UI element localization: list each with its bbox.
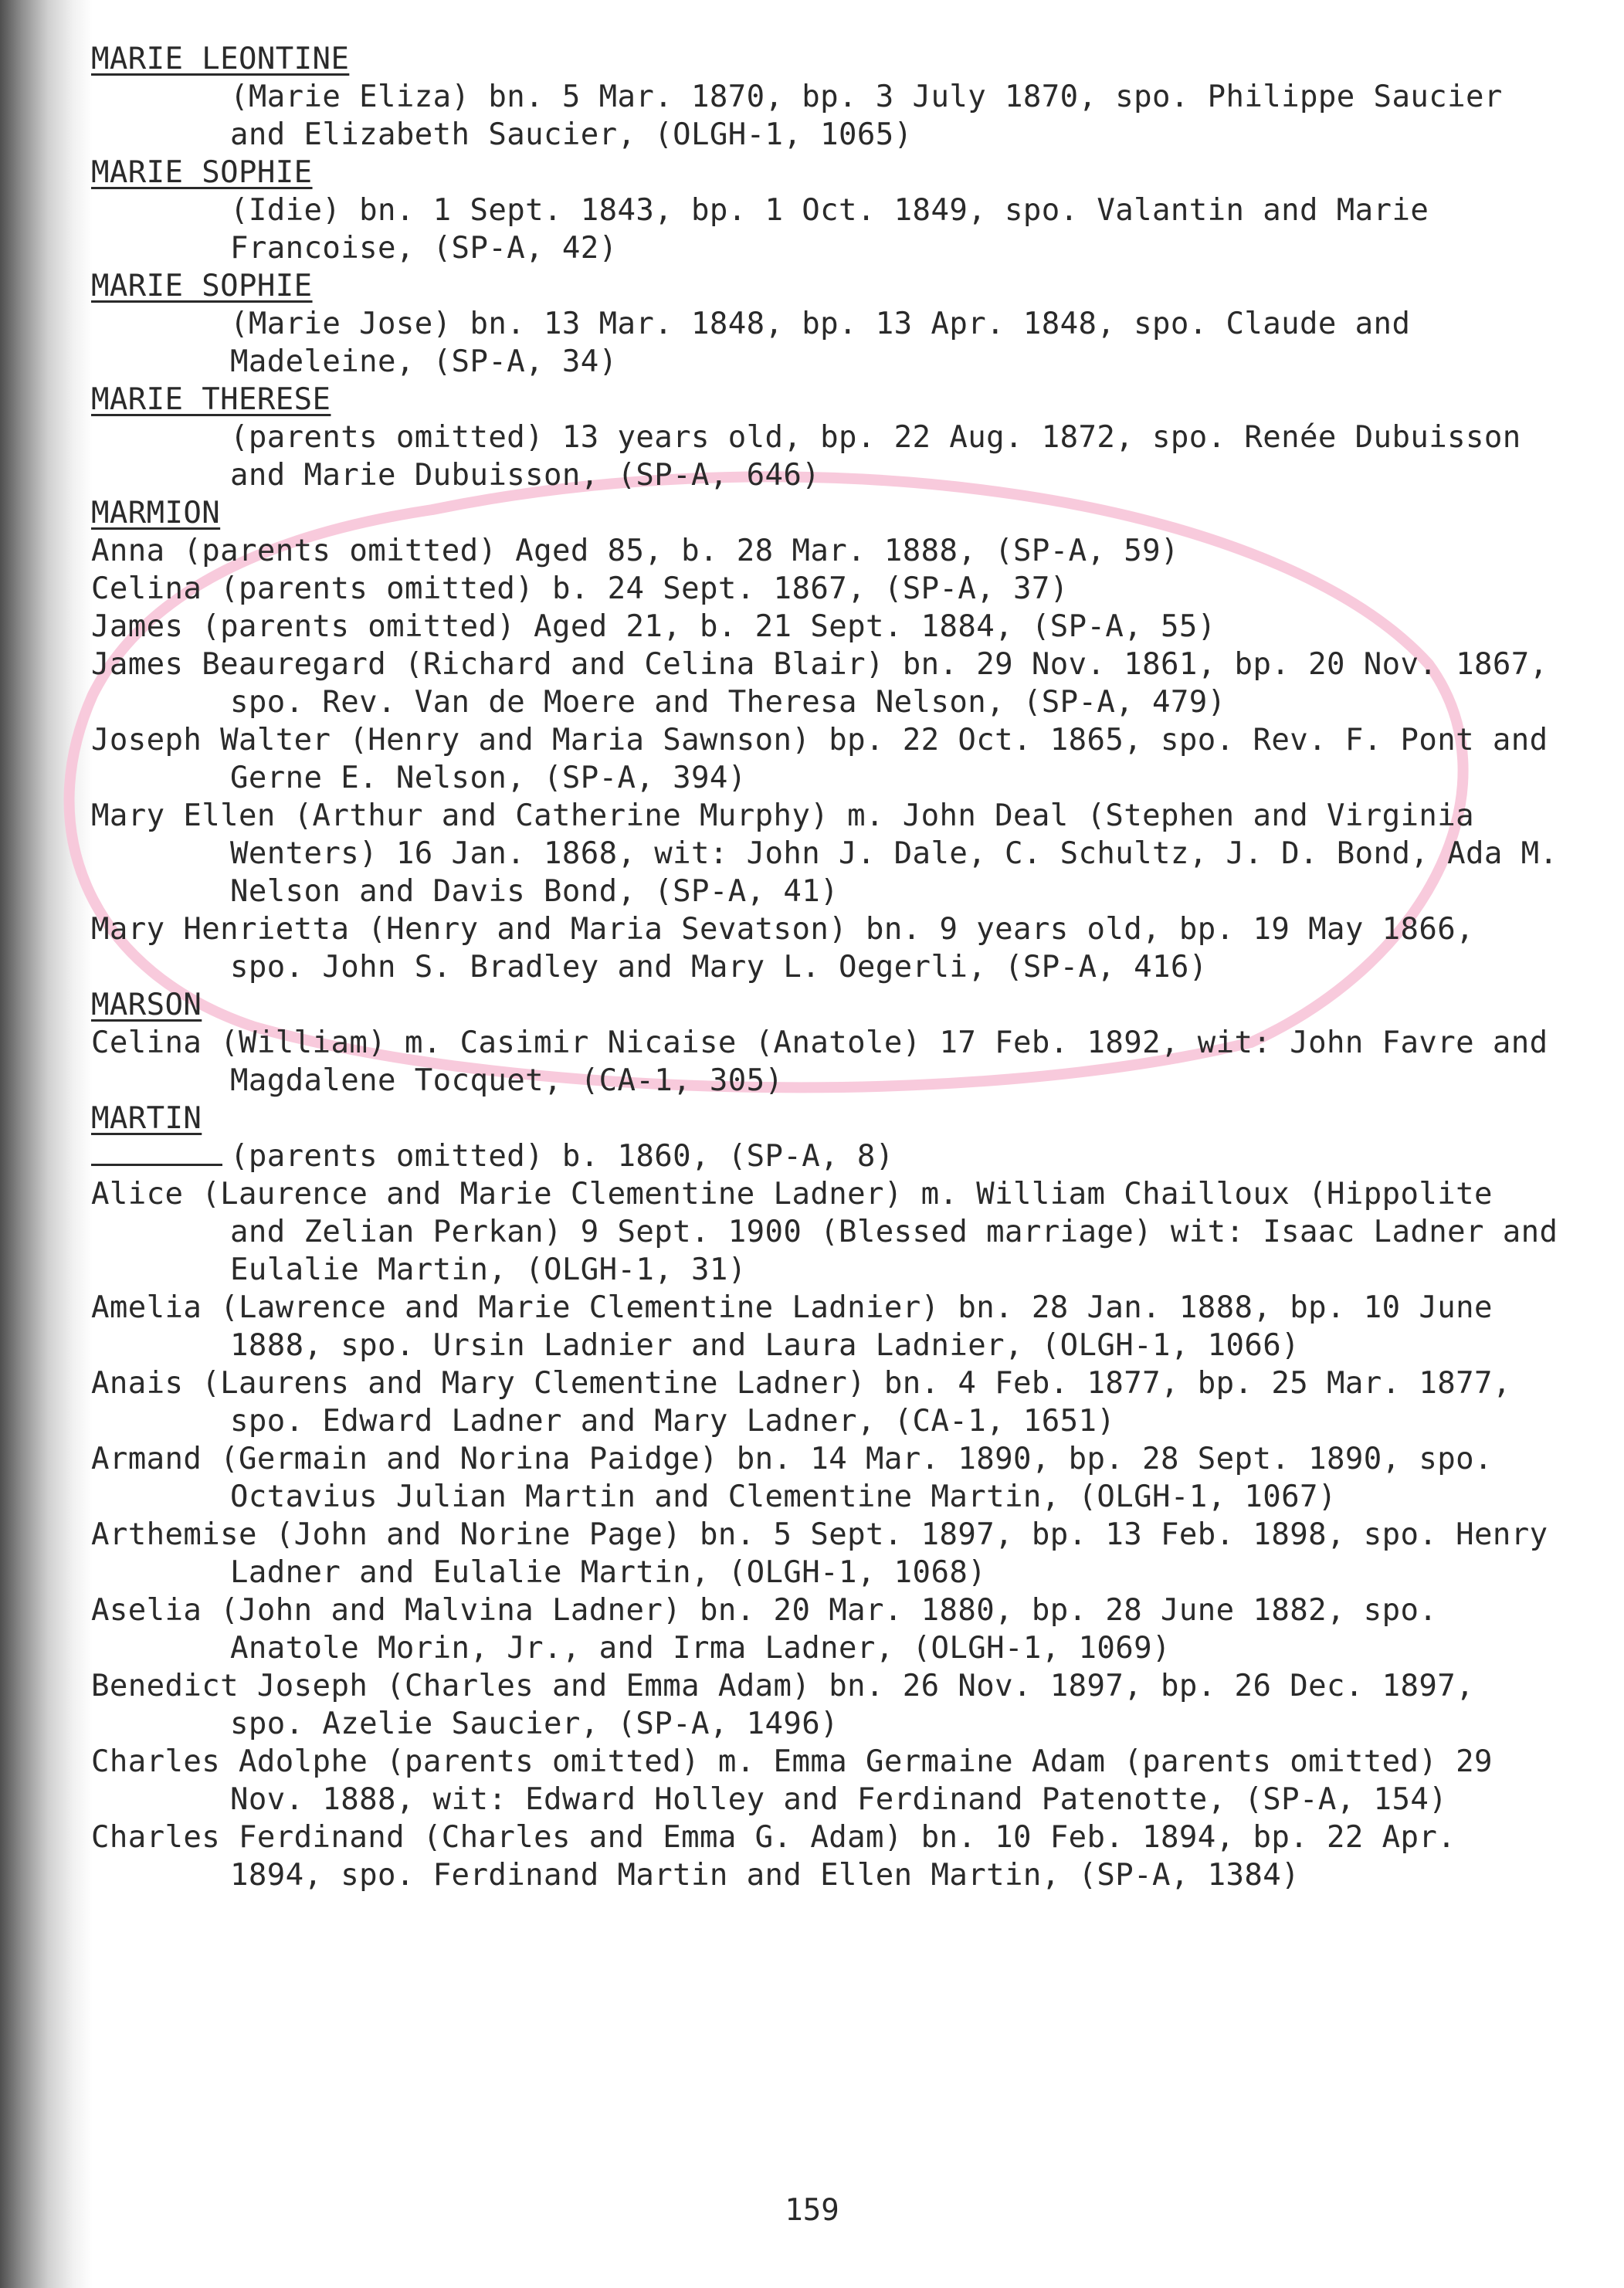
record-entry	[91, 1289, 1558, 1364]
surname-heading: MARSON	[91, 988, 202, 1022]
record-text: James (parents omitted) Aged 21, b. 21 Sept. 1884, (SP-A, 55)	[91, 609, 1216, 644]
surname-heading: MARMION	[91, 496, 221, 530]
record-entry	[91, 1364, 1558, 1440]
record-text: Mary Henrietta (Henry and Maria Sevatson) bn. 9 years old, bp. 19 May 1866, spo. John S. Bradley and Mary L. Oegerli, (SP-A, 416)	[91, 912, 1474, 985]
surname-heading: MARIE SOPHIE	[91, 269, 313, 303]
page-number: 159	[785, 2193, 839, 2228]
record-entry	[91, 1440, 1558, 1516]
record-entry	[91, 797, 1558, 910]
record-entry	[91, 192, 1558, 267]
record-entry	[91, 1591, 1558, 1667]
record-text: Charles Ferdinand (Charles and Emma G. Adam) bn. 10 Feb. 1894, bp. 22 Apr. 1894, spo. Ferdinand Martin and Ellen Martin, (SP-A, 1384)	[91, 1820, 1456, 1893]
record-text: Mary Ellen (Arthur and Catherine Murphy) m. John Deal (Stephen and Virginia Wenters) 16 Jan. 1868, wit: John J. Dale, C. Schultz, J. D. Bond, Ada M. Nelson and Davis Bond, (SP-A, 41)	[91, 798, 1558, 909]
page-binding-shadow	[0, 0, 93, 2288]
record-text: Celina (William) m. Casimir Nicaise (Anatole) 17 Feb. 1892, wit: John Favre and Magdalene Tocquet, (CA-1, 305)	[91, 1025, 1548, 1098]
record-entry	[91, 1137, 1558, 1175]
genealogy-index-page	[91, 40, 1558, 1894]
record-entry	[91, 1516, 1558, 1591]
record-text: Charles Adolphe (parents omitted) m. Emma Germaine Adam (parents omitted) 29 Nov. 1888, wit: Edward Holley and Ferdinand Patenotte, (SP-A, 154)	[91, 1744, 1493, 1817]
record-entry	[91, 1175, 1558, 1289]
surname-heading: MARIE LEONTINE	[91, 42, 350, 76]
record-entry	[91, 305, 1558, 381]
surname-heading: MARTIN	[91, 1101, 202, 1136]
record-text: (Marie Eliza) bn. 5 Mar. 1870, bp. 3 July 1870, spo. Philippe Saucier and Elizabeth Saucier, (OLGH-1, 1065)	[230, 80, 1503, 152]
record-entry	[91, 1743, 1558, 1819]
record-text: Arthemise (John and Norine Page) bn. 5 Sept. 1897, bp. 13 Feb. 1898, spo. Henry Ladner and Eulalie Martin, (OLGH-1, 1068)	[91, 1517, 1548, 1590]
record-text: Anais (Laurens and Mary Clementine Ladner) bn. 4 Feb. 1877, bp. 25 Mar. 1877, spo. Edward Ladner and Mary Ladner, (CA-1, 1651)	[91, 1366, 1511, 1439]
record-text: Benedict Joseph (Charles and Emma Adam) bn. 26 Nov. 1897, bp. 26 Dec. 1897, spo. Azelie Saucier, (SP-A, 1496)	[91, 1669, 1474, 1741]
record-entry	[91, 1024, 1558, 1100]
record-entry	[91, 646, 1558, 721]
record-entry	[91, 532, 1558, 570]
record-text: Joseph Walter (Henry and Maria Sawnson) bp. 22 Oct. 1865, spo. Rev. F. Pont and Gerne E. Nelson, (SP-A, 394)	[91, 723, 1548, 795]
surname-heading: MARIE THERESE	[91, 382, 331, 417]
record-text: Aselia (John and Malvina Ladner) bn. 20 Mar. 1880, bp. 28 June 1882, spo. Anatole Morin, Jr., and Irma Ladner, (OLGH-1, 1069)	[91, 1593, 1438, 1666]
blank-name-line	[91, 1141, 222, 1166]
record-text: (parents omitted) b. 1860, (SP-A, 8)	[230, 1139, 894, 1174]
record-entry	[91, 608, 1558, 646]
record-text: Amelia (Lawrence and Marie Clementine Ladnier) bn. 28 Jan. 1888, bp. 10 June 1888, spo. Ursin Ladnier and Laura Ladnier, (OLGH-1, 1066)	[91, 1290, 1493, 1363]
record-entry	[91, 78, 1558, 154]
surname-heading: MARIE SOPHIE	[91, 155, 313, 190]
record-entry	[91, 910, 1558, 986]
record-entry	[91, 1667, 1558, 1743]
record-text: Anna (parents omitted) Aged 85, b. 28 Mar. 1888, (SP-A, 59)	[91, 534, 1179, 568]
record-text: (Idie) bn. 1 Sept. 1843, bp. 1 Oct. 1849, spo. Valantin and Marie Francoise, (SP-A, 42)	[230, 193, 1429, 266]
record-text: Armand (Germain and Norina Paidge) bn. 14 Mar. 1890, bp. 28 Sept. 1890, spo. Octavius Julian Martin and Clementine Martin, (OLGH-1, 1067)	[91, 1442, 1493, 1514]
record-text: Celina (parents omitted) b. 24 Sept. 1867, (SP-A, 37)	[91, 571, 1069, 606]
record-entry	[91, 1819, 1558, 1894]
record-text: James Beauregard (Richard and Celina Blair) bn. 29 Nov. 1861, bp. 20 Nov. 1867, spo. Rev. Van de Moere and Theresa Nelson, (SP-A, 479)	[91, 647, 1548, 720]
record-text: (Marie Jose) bn. 13 Mar. 1848, bp. 13 Apr. 1848, spo. Claude and Madeleine, (SP-A, 34)	[230, 307, 1411, 379]
record-entry	[91, 570, 1558, 608]
record-entry	[91, 721, 1558, 797]
record-text: (parents omitted) 13 years old, bp. 22 Aug. 1872, spo. Renée Dubuisson and Marie Dubuisson, (SP-A, 646)	[230, 420, 1521, 493]
record-text: Alice (Laurence and Marie Clementine Ladner) m. William Chailloux (Hippolite and Zelian Perkan) 9 Sept. 1900 (Blessed marriage) wit: Isaac Ladner and Eulalie Martin, (OLGH-1, 31)	[91, 1177, 1558, 1287]
record-entry	[91, 419, 1558, 494]
